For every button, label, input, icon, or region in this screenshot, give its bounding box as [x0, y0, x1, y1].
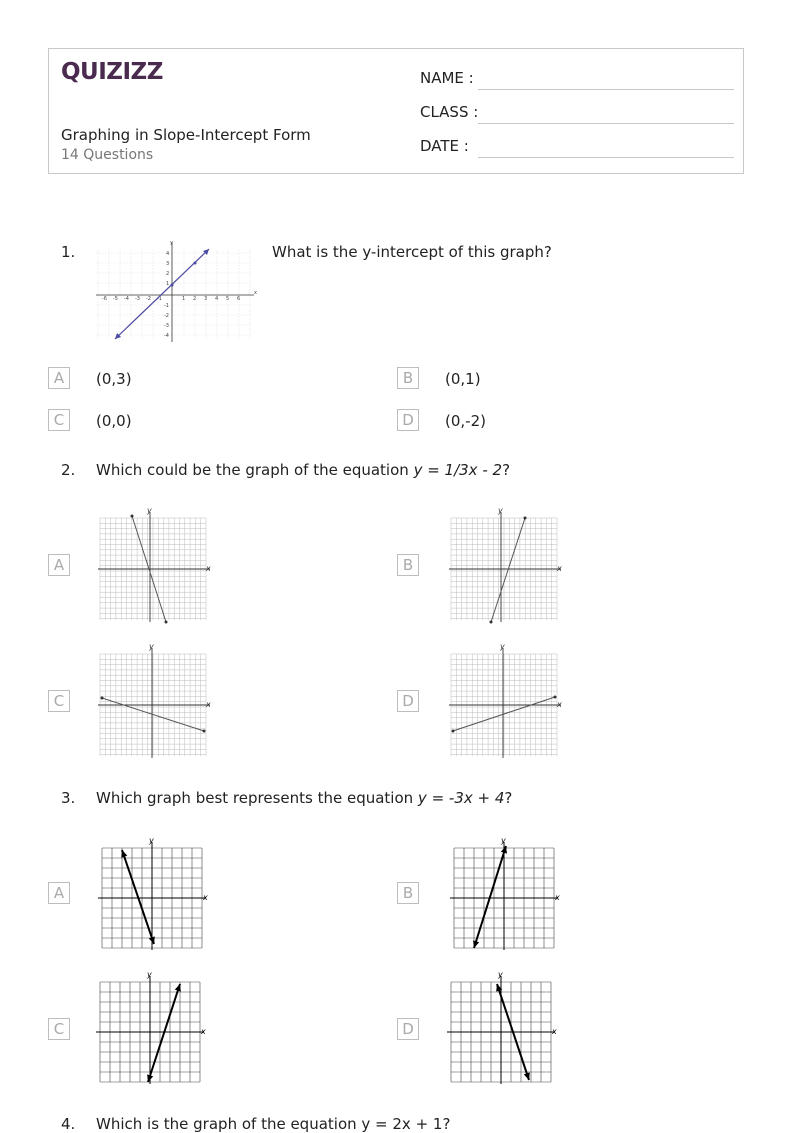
svg-text:-4: -4 — [164, 333, 169, 339]
question-number: 3. — [61, 789, 76, 807]
question-number: 4. — [61, 1115, 76, 1133]
quizizz-logo: QUIZIZZ — [61, 59, 163, 85]
q2-graph-c — [96, 642, 216, 760]
svg-text:x: x — [555, 893, 560, 902]
svg-text:x: x — [557, 564, 562, 573]
class-field[interactable] — [478, 123, 734, 124]
svg-text:y: y — [498, 970, 503, 979]
name-field[interactable] — [478, 89, 734, 90]
svg-text:-6: -6 — [102, 296, 107, 302]
svg-text:2: 2 — [166, 271, 170, 277]
svg-text:1: 1 — [166, 281, 170, 287]
svg-text:x: x — [206, 700, 211, 709]
svg-text:x: x — [557, 700, 562, 709]
question-text-part: ? — [504, 789, 513, 807]
question-text-part: Which could be the graph of the equation — [96, 461, 414, 479]
svg-text:3: 3 — [166, 261, 170, 267]
svg-text:x: x — [206, 564, 211, 573]
svg-text:x: x — [201, 1027, 206, 1036]
svg-text:-1: -1 — [157, 296, 162, 302]
question-count: 14 Questions — [61, 147, 154, 163]
svg-text:-1: -1 — [164, 303, 169, 309]
option-b-box[interactable]: B — [397, 367, 419, 389]
svg-text:3: 3 — [204, 296, 208, 302]
equation: y = 1/3x - 2 — [413, 461, 503, 479]
name-label: NAME : — [420, 69, 474, 87]
option-a-text: (0,3) — [96, 370, 132, 388]
option-c-box[interactable]: C — [48, 690, 70, 712]
option-c-box[interactable]: C — [48, 1018, 70, 1040]
q3-graph-b — [450, 836, 562, 950]
option-a-box[interactable]: A — [48, 554, 70, 576]
option-a-box[interactable]: A — [48, 882, 70, 904]
q2-graph-d — [447, 642, 567, 760]
option-c-text: (0,0) — [96, 412, 132, 430]
svg-text:y: y — [149, 836, 154, 845]
q3-graph-c — [96, 970, 208, 1084]
question-number: 2. — [61, 461, 76, 479]
svg-text:-2: -2 — [164, 313, 169, 319]
svg-text:x: x — [203, 893, 208, 902]
option-a-box[interactable]: A — [48, 367, 70, 389]
svg-text:-5: -5 — [113, 296, 118, 302]
svg-text:-3: -3 — [135, 296, 140, 302]
svg-text:4: 4 — [215, 296, 219, 302]
option-d-text: (0,-2) — [445, 412, 486, 430]
q2-graph-b — [447, 506, 567, 624]
q2-graph-a — [96, 506, 216, 624]
class-label: CLASS : — [420, 103, 479, 121]
question-text: What is the y-intercept of this graph? — [272, 243, 552, 261]
question-text — [96, 789, 512, 807]
svg-text:y: y — [500, 642, 505, 651]
question-text: Which is the graph of the equation y = 2x + 1? — [96, 1115, 451, 1133]
svg-text:-3: -3 — [164, 323, 169, 329]
question-text — [96, 461, 510, 479]
question-number: 1. — [61, 243, 76, 261]
question-text-part: Which graph best represents the equation — [96, 789, 418, 807]
svg-text:-2: -2 — [146, 296, 151, 302]
option-c-box[interactable]: C — [48, 409, 70, 431]
svg-text:y: y — [147, 970, 152, 979]
svg-text:y: y — [149, 642, 154, 651]
option-b-box[interactable]: B — [397, 882, 419, 904]
svg-text:y: y — [501, 836, 506, 845]
option-d-box[interactable]: D — [397, 409, 419, 431]
question-text-part: ? — [502, 461, 511, 479]
svg-text:x: x — [552, 1027, 557, 1036]
option-b-box[interactable]: B — [397, 554, 419, 576]
svg-text:4: 4 — [166, 251, 170, 257]
option-b-text: (0,1) — [445, 370, 481, 388]
option-d-box[interactable]: D — [397, 690, 419, 712]
svg-text:x: x — [254, 290, 257, 296]
svg-text:y: y — [147, 506, 152, 515]
svg-text:-4: -4 — [124, 296, 129, 302]
option-d-box[interactable]: D — [397, 1018, 419, 1040]
worksheet-header — [48, 48, 744, 174]
svg-text:1: 1 — [182, 296, 186, 302]
q1-graph — [94, 238, 258, 344]
date-label: DATE : — [420, 137, 469, 155]
svg-text:y: y — [170, 240, 173, 246]
svg-text:2: 2 — [193, 296, 197, 302]
worksheet-title: Graphing in Slope-Intercept Form — [61, 126, 311, 144]
date-field[interactable] — [478, 157, 734, 158]
q3-graph-d — [447, 970, 559, 1084]
equation: y = -3x + 4 — [417, 789, 505, 807]
svg-text:y: y — [498, 506, 503, 515]
svg-text:5: 5 — [226, 296, 230, 302]
svg-text:6: 6 — [237, 296, 241, 302]
q3-graph-a — [98, 836, 210, 950]
